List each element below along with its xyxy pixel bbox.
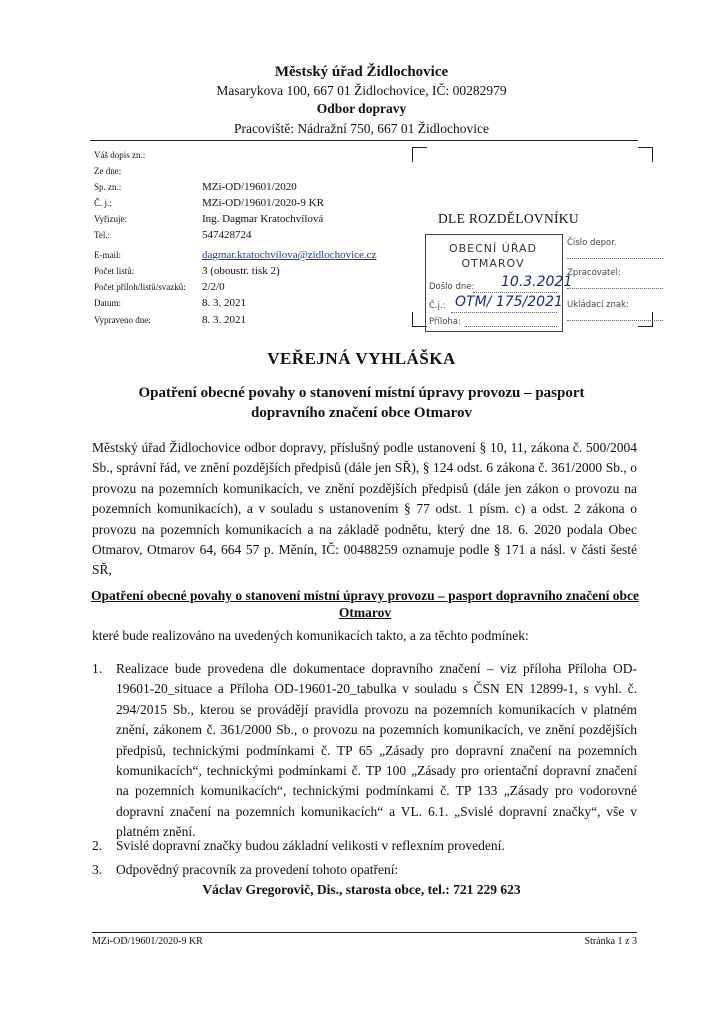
meta-label: Vypraveno dne: [94,315,151,325]
meta-value: MZi-OD/19601/2020 [202,181,297,193]
document-subtitle: Opatření obecné povahy o stanovení místní úpravy provozu – pasport dopravního značení obce Otmarov [138,385,585,421]
stamp-org-line2: OTMAROV [461,257,525,270]
meta-label: Datum: [94,298,121,308]
stamp-ref-value: OTM/ 175/2021 [455,294,563,310]
responsible-contact: Václav Gregorovič, Dis., starosta obce, tel.: 721 229 623 [202,882,521,897]
meta-row [94,198,434,212]
received-stamp [425,234,668,330]
footer-reference: MZi-OD/19601/2020-9 KR [92,936,203,947]
meta-value: MZi-OD/19601/2020-9 KR [202,197,324,209]
office-name: Městský úřad Židlochovice [274,64,449,80]
stamp-dotline [451,312,557,313]
meta-row [94,282,434,296]
stamp-received-value: 10.3.2021 [501,274,573,290]
stamp-dotline [473,292,557,293]
address-corner-tr [638,147,653,162]
meta-label: Tel.: [94,230,111,240]
meta-label: Č. j.: [94,198,112,208]
meta-row [94,250,434,264]
list-number: 3. [92,862,103,877]
meta-value: 8. 3. 2021 [202,297,246,309]
meta-label: E-mail: [94,250,121,260]
office-address: Masarykova 100, 667 01 Židlochovice, IČ: 00282979 [216,83,507,98]
list-number: 1. [92,661,103,676]
stamp-dotline [567,258,663,259]
address-corner-tl [412,147,427,162]
stamp-filing-label: Ukládací znak: [567,300,629,310]
footer-divider [92,932,637,933]
meta-row [94,182,434,196]
meta-label: Počet příloh/listů/svazků: [94,282,186,292]
stamp-dotline [567,288,663,289]
workplace-address: Pracoviště: Nádražní 750, 667 01 Židlochovice [234,121,489,136]
meta-label: Počet listů: [94,266,135,276]
stamp-dotline [465,326,557,327]
list-number: 2. [92,838,103,853]
stamp-dotline [567,320,663,321]
list-text: Realizace bude provedena dle dokumentace dopravního značení – viz příloha Příloha OD-19601-20_situace a Příloha OD-19601-20_tabulka v souladu s ČSN EN 12899-1, s vyhl. č. 294/2015 Sb., kterou se provádějí pravidla provozu na pozemních komunikacích v platném znění, zákonem č. 361/2000 Sb., o provozu na pozemních komunikacích, ve znění pozdějších předpisů, technickými podmínkami č. TP 65 „Zásady pro dopravní značení na pozemních komunikacích“, technickými podmínkami č. TP 100 „Zásady pro orientační dopravní značení na pozemních komunikacích“, technickými podmínkami č. TP 133 „Zásady pro vodorovné dopravní značení na pozemních komunikacích“ a VL. 6.1. „Svislé dopravní značky“, vše v platném znění. [116,661,637,840]
meta-label: Ze dne: [94,166,122,176]
meta-value: 2/2/0 [202,281,225,293]
meta-row [94,214,434,228]
body-paragraph: Městský úřad Židlochovice odbor dopravy, příslušný podle ustanovení § 10, 11, zákona č. 500/2004 Sb., správní řád, ve znění pozdějších předpisů (dále jen SŘ), § 124 odst. 6 zákona č. 361/2000 Sb., o provozu na pozemních komunikacích, ve znění pozdějších předpisů (dále jen zákon o provozu na pozemních komunikacích), a v souladu s ustanovením § 77 odst. 1 písm. c) a odst. 2 zákona o provozu na pozemních komunikacích a na základě podnětu, který dne 18. 6. 2020 podala Obec Otmarov, Otmarov 64, 664 57 p. Měnín, IČ: 00488259 oznamuje podle § 171 a násl. v části šesté SŘ, [92,440,637,578]
meta-row [94,315,434,329]
stamp-received-label: Došlo dne: [429,282,475,292]
section-heading: Opatření obecné povahy o stanovení místní úpravy provozu – pasport dopravního značení obce Otmarov [90,588,640,620]
meta-value: 547428724 [202,229,252,241]
document-title: VEŘEJNÁ VYHLÁŠKA [267,349,456,368]
department-name: Odbor dopravy [316,101,407,116]
meta-value: 8. 3. 2021 [202,314,246,326]
meta-label: Vyřizuje: [94,214,127,224]
meta-row [94,150,434,164]
page-number: Stránka 1 z 3 [584,936,637,947]
stamp-attach-label: Příloha: [429,317,461,327]
list-text: Odpovědný pracovník za provedení tohoto opatření: [116,862,399,877]
meta-row [94,266,434,280]
header-divider [90,140,638,141]
stamp-org-line1: OBECNÍ ÚŘAD [448,242,538,255]
stamp-depot-label: Číslo depor. [567,238,617,248]
meta-row [94,230,434,244]
stamp-ref-label: Č.j.: [429,301,446,311]
conditions-intro: které bude realizováno na uvedených komunikacích takto, a za těchto podmínek: [92,628,529,643]
meta-label: Váš dopis zn.: [94,150,146,160]
meta-value: Ing. Dagmar Kratochvílová [202,213,324,225]
list-text: Svislé dopravní značky budou základní velikosti v reflexním provedení. [116,838,505,853]
meta-value: 3 (oboustr. tisk 2) [202,265,280,277]
meta-row [94,166,434,180]
meta-row [94,298,434,312]
stamp-processor-label: Zpracovatel: [567,268,621,278]
email-link[interactable]: dagmar.kratochvilova@zidlochovice.cz [202,249,377,261]
meta-label: Sp. zn.: [94,182,122,192]
recipient-line: DLE ROZDĚLOVNÍKU [438,211,579,226]
